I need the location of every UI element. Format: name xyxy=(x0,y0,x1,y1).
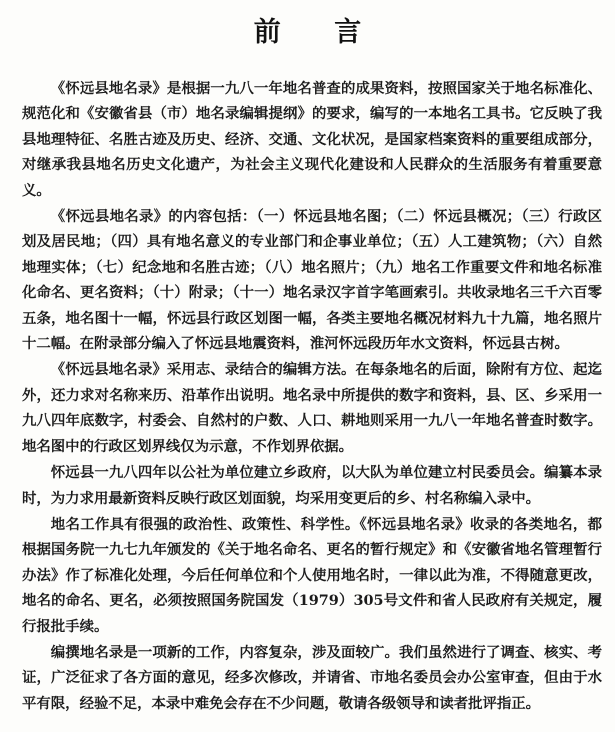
paragraph-3: 《怀远县地名录》采用志、录结合的编辑方法。在每条地名的后面，除附有方位、起迄外，还力求对名称来历、沿革作出说明。地名录中所提供的数字和资料，县、区、乡采用一九八四年底数字，村委会、自然村的户数、人口、耕地则采用一九八一年地名普查时数字。地名图中的行政区划界线仅为示意，不作划界依据。 xyxy=(22,361,602,455)
paragraph-5: 地名工作具有很强的政治性、政策性、科学性。《怀远县地名录》收录的各类地名，都根据国务院一九七九年颁发的《关于地名命名、更名的暂行规定》和《安徽省地名管理暂行办法》作了标准化处理，今后任何单位和个人使用地名时，一律以此为准，不得随意更改，地名的命名、更名，必须按照国务院国发（1979）305号文件和省人民政府有关规定，履行报批手续。 xyxy=(22,515,602,635)
paragraph-1: 《怀远县地名录》是根据一九八一年地名普查的成果资料，按照国家关于地名标准化、规范化和《安徽省县（市）地名录编辑提纲》的要求，编写的一本地名工具书。它反映了我县地理特征、名胜古迹及历史、经济、交通、文化状况，是国家档案资料的重要组成部分，对继承我县地名历史文化遗产，为社会主义现代化建设和人民群众的生活服务有着重要意义。 xyxy=(22,80,602,199)
paragraph-2: 《怀远县地名录》的内容包括：（一）怀远县地名图；（二）怀远县概况；（三）行政区划及居民地；（四）具有地名意义的专业部门和企事业单位；（五）人工建筑物；（六）自然地理实体；（七）纪念地和名胜古迹；（八）地名照片；（九）地名工作重要文件和地名标准化命名、更名资料；（十）附录；（十一）地名录汉字首字笔画索引。共收录地名三千六百零五条，地名图十一幅，怀远县行政区划图一幅，各类主要地名概况材料九十九篇，地名照片十二幅。在附录部分编入了怀远县地震资料，淮河怀远段历年水文资料，怀远县古树。 xyxy=(22,208,602,353)
preface-body xyxy=(22,76,602,716)
page-title: 前 言 xyxy=(253,17,384,48)
paragraph-4: 怀远县一九八四年以公社为单位建立乡政府，以大队为单位建立村民委员会。编纂本录时，为力求用最新资料反映行政区划面貌，均采用变更后的乡、村名称编入录中。 xyxy=(22,464,602,507)
paragraph-6: 编撰地名录是一项新的工作，内容复杂，涉及面较广。我们虽然进行了调查、核实、考证，广泛征求了各方面的意见，经多次修改，并请省、市地名委员会办公室审查，但由于水平有限，经验不足，本录中难免会存在不少问题，敬请各级领导和读者批评指正。 xyxy=(22,643,602,712)
